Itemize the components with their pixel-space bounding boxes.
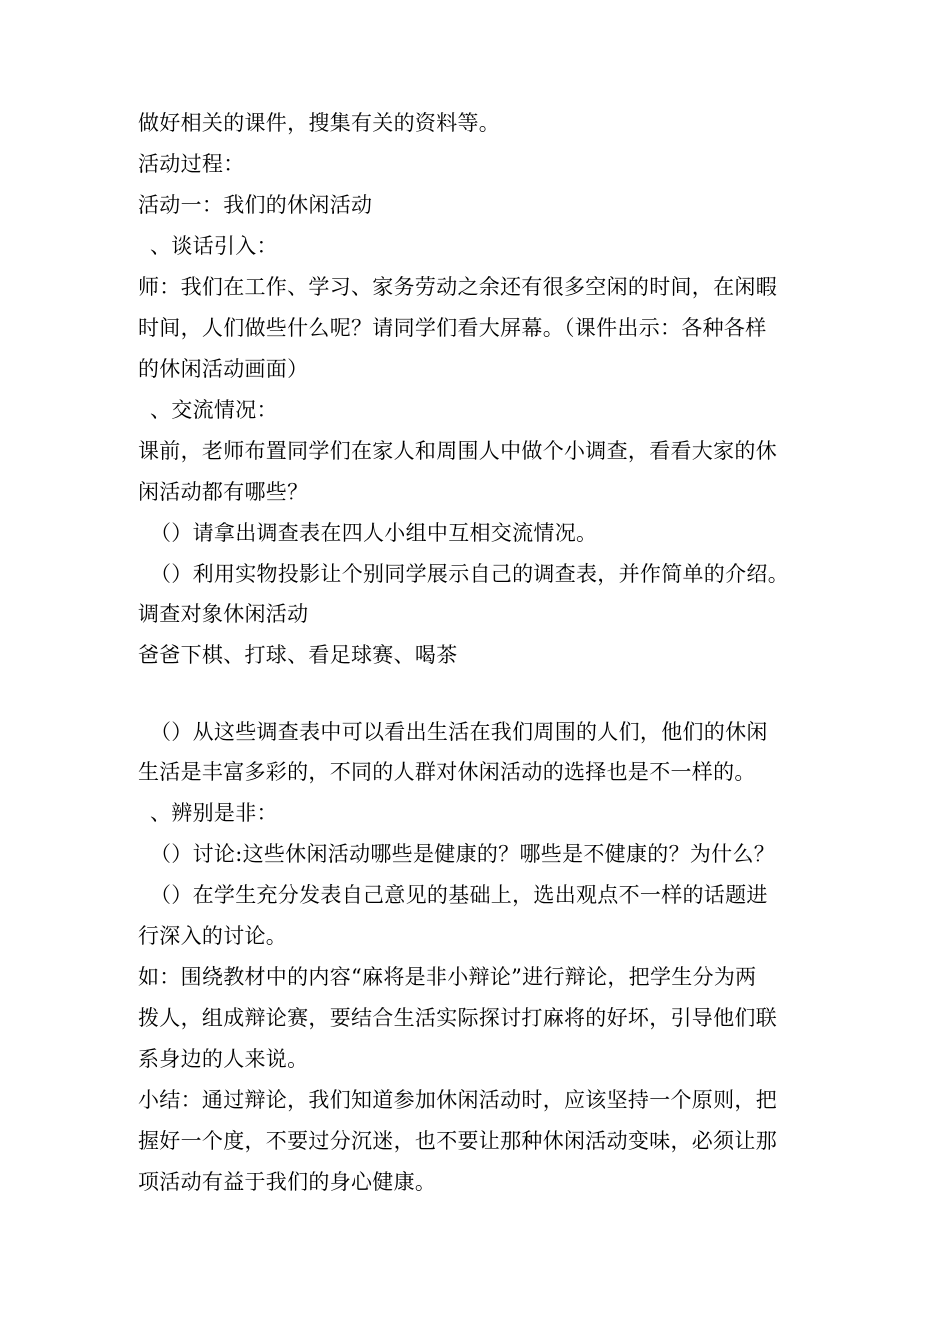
text-line: 闲活动都有哪些？ <box>138 480 309 504</box>
text-line: 生活是丰富多彩的，不同的人群对休闲活动的选择也是不一样的。 <box>138 760 756 784</box>
text-line: 时间，人们做些什么呢？请同学们看大屏幕。（课件出示：各种各样 <box>138 316 767 340</box>
list-item: （）讨论:这些休闲活动哪些是健康的？哪些是不健康的？为什么？ <box>150 842 776 866</box>
list-item: （）从这些调查表中可以看出生活在我们周围的人们，他们的休闲 <box>150 720 768 744</box>
list-item: （）请拿出调查表在四人小组中互相交流情况。 <box>150 521 598 545</box>
text-line: 课前，老师布置同学们在家人和周围人中做个小调查，看看大家的休 <box>138 439 777 463</box>
text-line: 的休闲活动画面） <box>138 357 309 381</box>
summary-line: 小结：通过辩论，我们知道参加休闲活动时，应该坚持一个原则，把 <box>138 1088 777 1112</box>
table-header: 调查对象休闲活动 <box>138 602 309 626</box>
list-item: （）利用实物投影让个别同学展示自己的调查表，并作简单的介绍。 <box>150 562 789 586</box>
text-line: 如：围绕教材中的内容“麻将是非小辩论”进行辩论，把学生分为两 <box>138 965 757 989</box>
subsection-heading: 、辨别是非： <box>150 801 278 825</box>
summary-line: 握好一个度，不要过分沉迷，也不要让那种休闲活动变味，必须让那 <box>138 1129 777 1153</box>
list-item: （）在学生充分发表自己意见的基础上，选出观点不一样的话题进 <box>150 883 768 907</box>
text-line: 活动过程： <box>138 152 245 176</box>
text-line: 拨人，组成辩论赛，要结合生活实际探讨打麻将的好坏，引导他们联 <box>138 1006 777 1030</box>
table-row: 爸爸下棋、打球、看足球赛、喝茶 <box>138 643 458 667</box>
text-line: 师：我们在工作、学习、家务劳动之余还有很多空闲的时间，在闲暇 <box>138 275 777 299</box>
section-heading: 活动一：我们的休闲活动 <box>138 193 373 217</box>
summary-line: 项活动有益于我们的身心健康。 <box>138 1170 437 1194</box>
subsection-heading: 、交流情况： <box>150 398 278 422</box>
subsection-heading: 、谈话引入： <box>150 234 278 258</box>
text-line: 系身边的人来说。 <box>138 1047 309 1071</box>
text-line: 做好相关的课件，搜集有关的资料等。 <box>138 111 501 135</box>
text-line: 行深入的讨论。 <box>138 924 288 948</box>
